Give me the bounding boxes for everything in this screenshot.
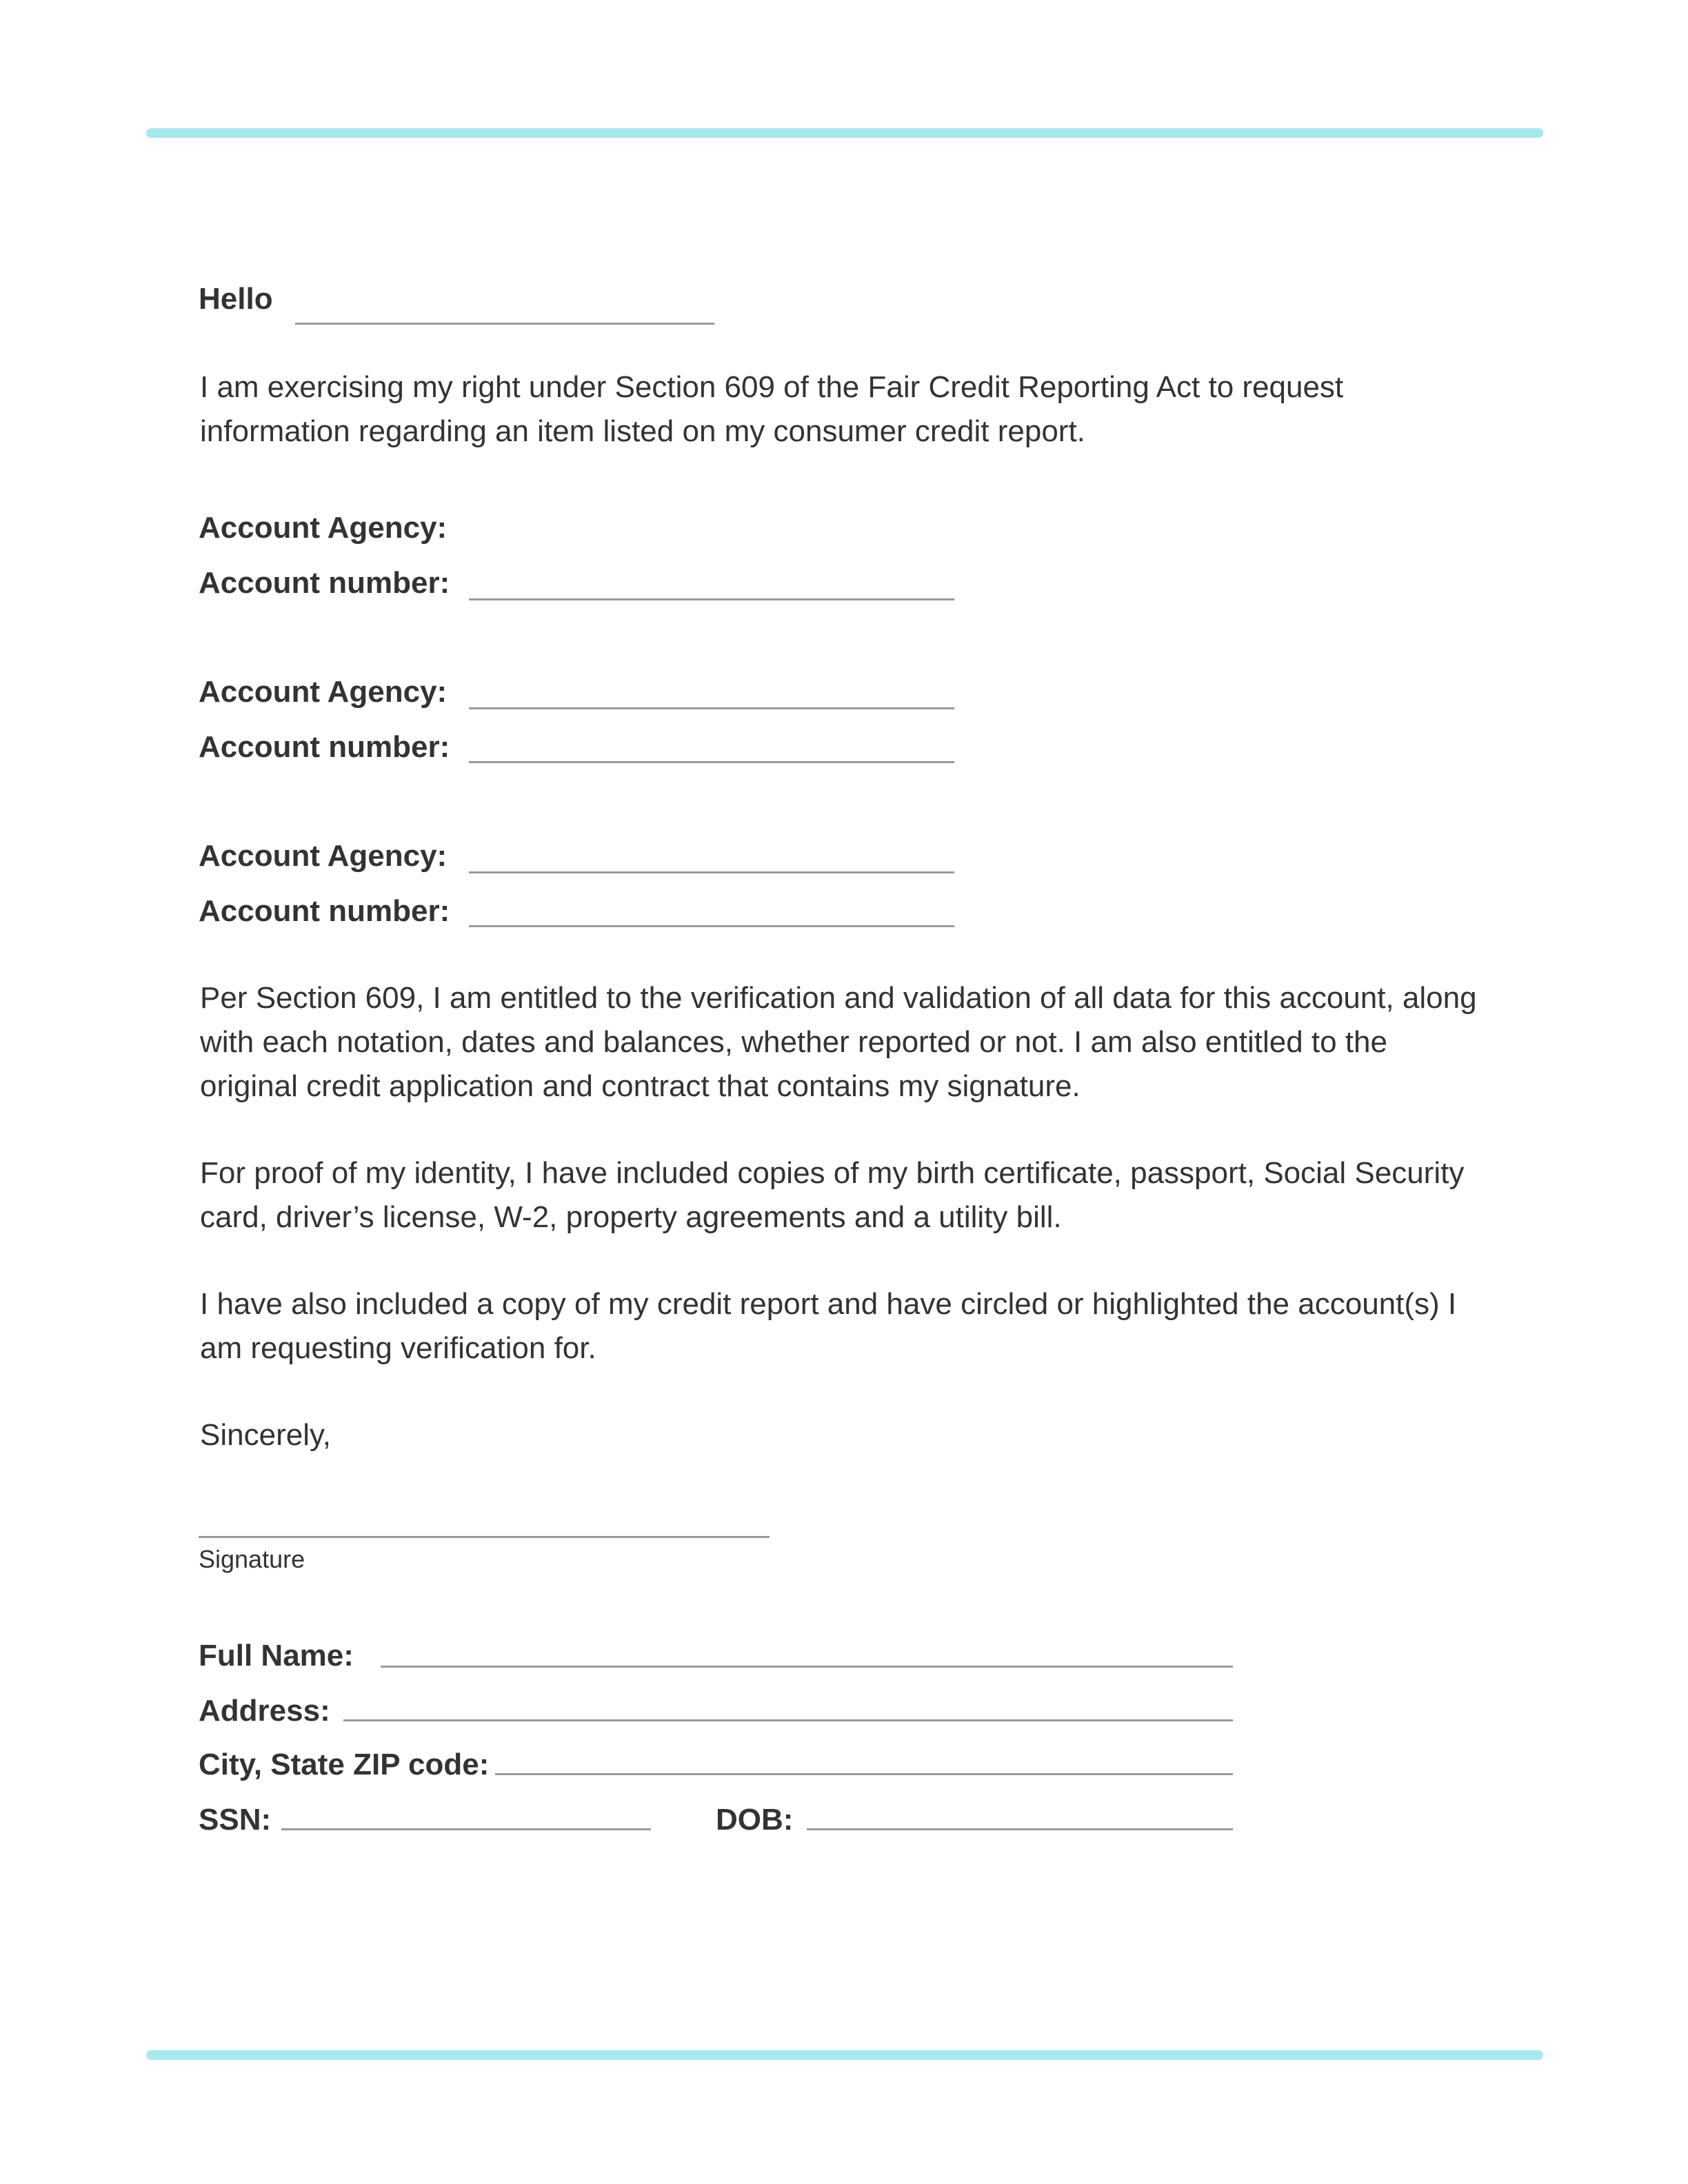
credit-report-paragraph: I have also included a copy of my credit report and have circled or highlighted the account(s) I am requesting verification for. — [200, 1287, 1457, 1365]
dob-field[interactable] — [807, 1828, 1233, 1830]
dob-label: DOB: — [716, 1803, 794, 1837]
top-accent-rule — [146, 128, 1543, 138]
full-name-label: Full Name: — [199, 1639, 354, 1672]
account-number-field-2[interactable] — [469, 761, 954, 763]
account-agency-label-3: Account Agency: — [199, 839, 448, 873]
account-agency-label-2: Account Agency: — [199, 675, 448, 709]
recipient-name-field[interactable] — [295, 323, 714, 325]
account-agency-label-1: Account Agency: — [199, 511, 448, 545]
account-agency-field-2[interactable] — [469, 707, 954, 709]
full-name-field[interactable] — [381, 1666, 1233, 1668]
intro-paragraph: I am exercising my right under Section 609 of the Fair Credit Reporting Act to request information regarding an item listed on my consumer credit report. — [200, 370, 1344, 448]
account-agency-field-3[interactable] — [469, 871, 954, 873]
section-609-paragraph: Per Section 609, I am entitled to the verification and validation of all data for this account, along with each notation, dates and balances, whether reported or not. I am also entitled to the original credit application and contract that contains my signature. — [200, 981, 1477, 1103]
ssn-field[interactable] — [281, 1828, 651, 1830]
identity-proof-paragraph: For proof of my identity, I have included copies of my birth certificate, passport, Social Security card, driver’s license, W-2, property agreements and a utility bill. — [200, 1156, 1465, 1234]
signature-caption: Signature — [199, 1545, 305, 1573]
ssn-label: SSN: — [199, 1803, 272, 1837]
account-number-field-1[interactable] — [469, 598, 954, 600]
account-number-label-1: Account number: — [199, 566, 450, 600]
bottom-accent-rule — [146, 2050, 1543, 2060]
closing-text: Sincerely, — [200, 1418, 331, 1452]
greeting-label: Hello — [199, 282, 273, 316]
account-number-field-3[interactable] — [469, 925, 954, 927]
address-field[interactable] — [343, 1719, 1233, 1721]
address-label: Address: — [199, 1694, 330, 1728]
city-state-zip-label: City, State ZIP code: — [199, 1748, 490, 1781]
city-state-zip-field[interactable] — [495, 1773, 1233, 1775]
account-number-label-2: Account number: — [199, 730, 450, 764]
signature-field[interactable] — [199, 1536, 770, 1538]
account-number-label-3: Account number: — [199, 894, 450, 928]
